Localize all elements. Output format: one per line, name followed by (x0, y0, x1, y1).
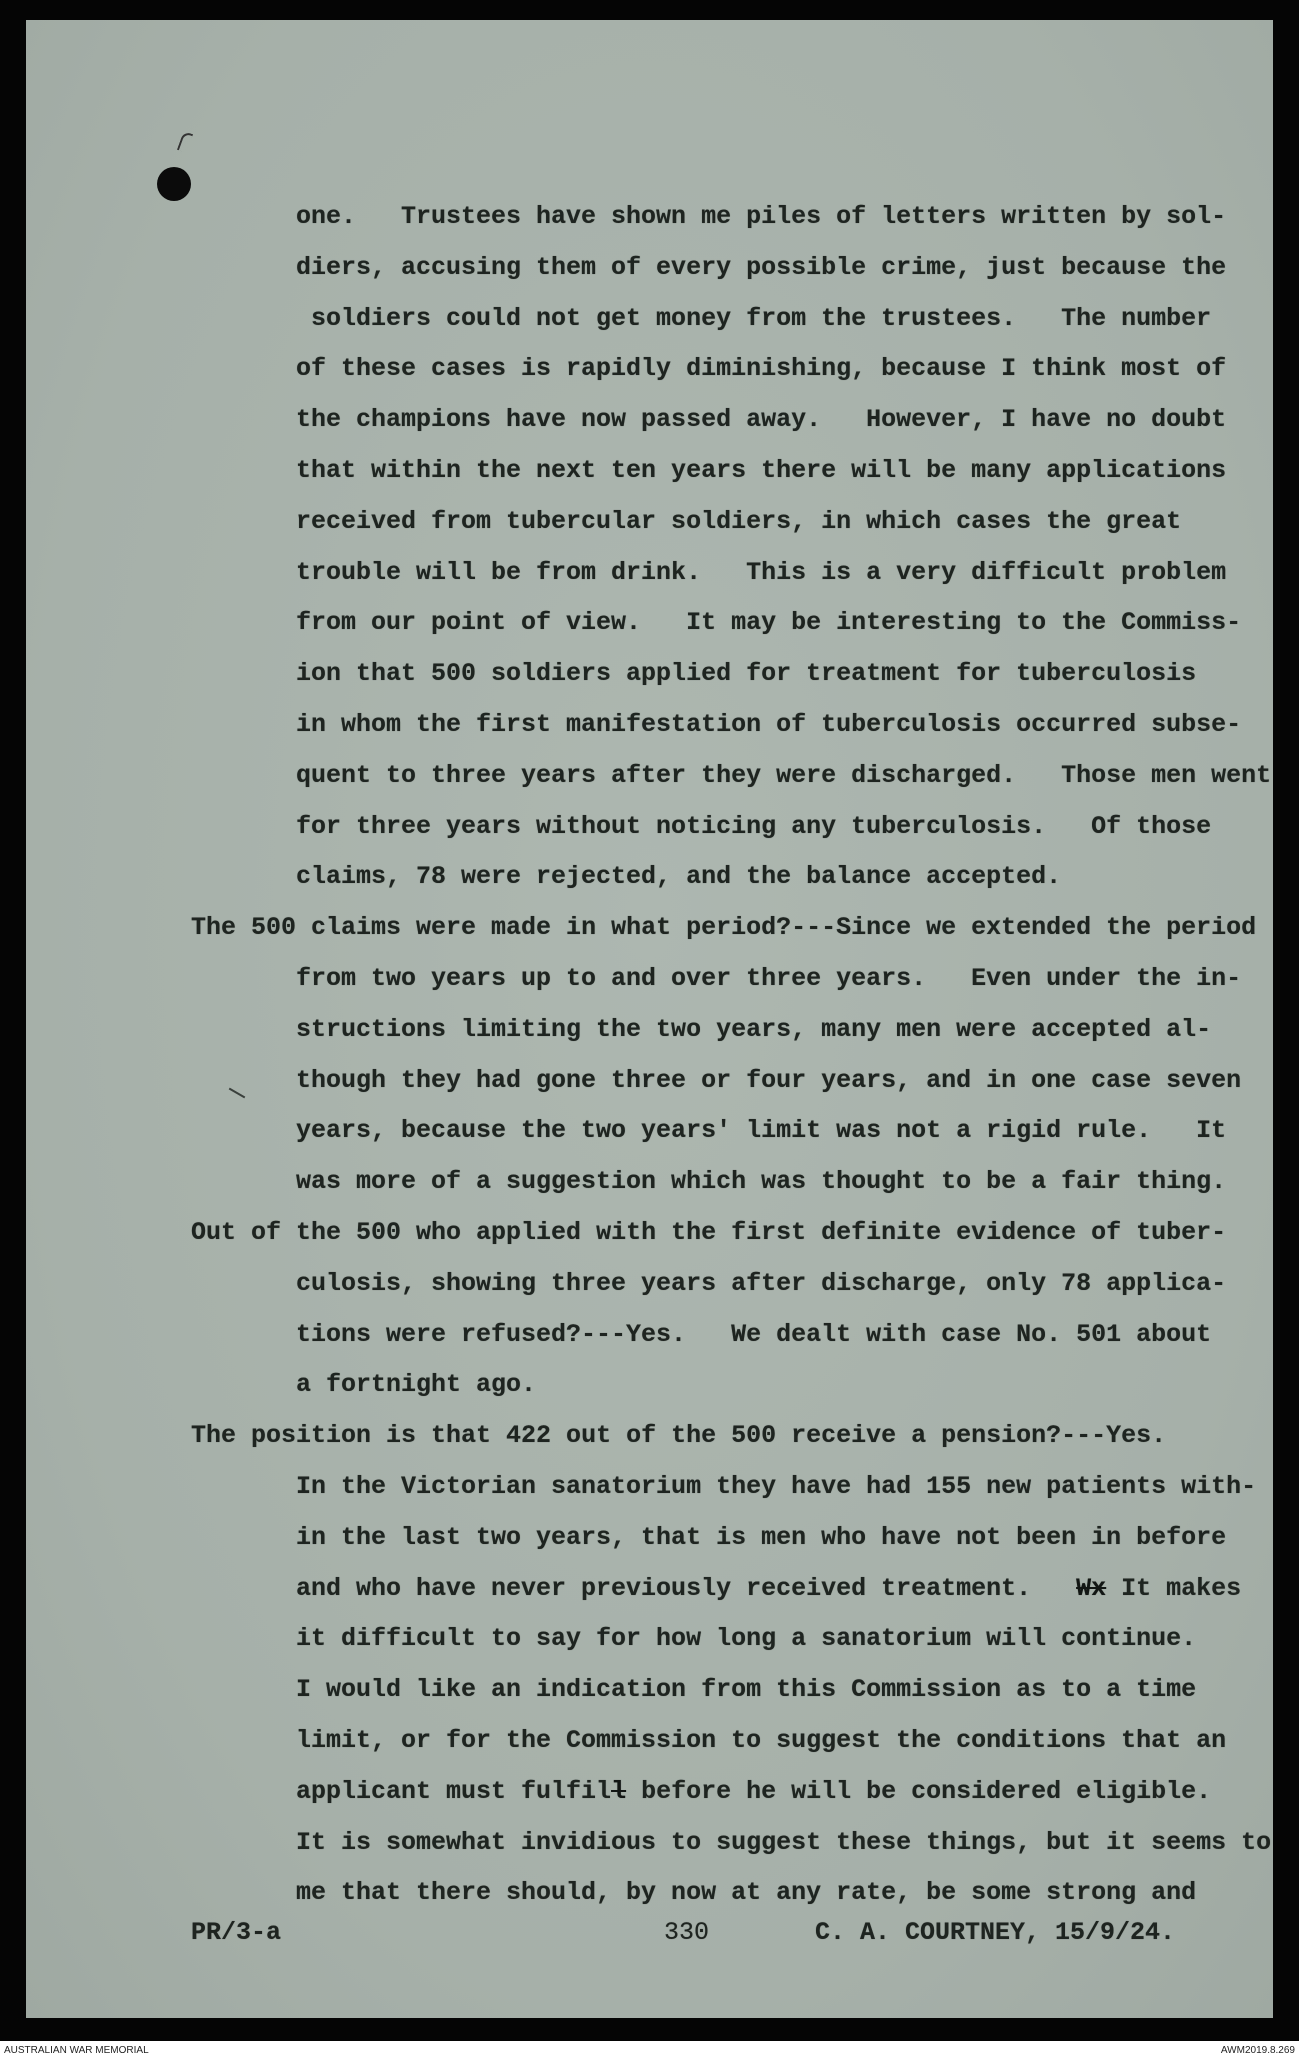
page-number: 330 (664, 1918, 710, 1947)
institution-label: AUSTRALIAN WAR MEMORIAL (4, 2045, 149, 2056)
line-text: It is somewhat invidious to suggest these things, but it seems to (296, 1827, 1272, 1857)
text-line (0, 700, 1299, 751)
text-line (0, 1716, 1299, 1767)
page-footer (0, 1913, 1299, 1953)
line-text: years, because the two years' limit was not a rigid rule. It (296, 1116, 1227, 1146)
text-line (0, 1056, 1299, 1107)
line-text: claims, 78 were rejected, and the balance accepted. (296, 862, 1062, 892)
line-text: quent to three years after they were discharged. Those men went (296, 760, 1272, 790)
document-reference: PR/3-a (191, 1918, 282, 1947)
line-text: applicant must fulfil (296, 1776, 612, 1806)
line-text: the champions have now passed away. However, I have no doubt (296, 405, 1227, 435)
line-text: was more of a suggestion which was thought to be a fair thing. (296, 1167, 1227, 1197)
text-line (0, 1513, 1299, 1564)
line-text-continuation: It makes (1106, 1573, 1242, 1603)
line-text: structions limiting the two years, many men were accepted al- (296, 1014, 1212, 1044)
typed-transcript (0, 192, 1299, 1919)
text-line (0, 598, 1299, 649)
line-text: diers, accusing them of every possible crime, just because the (296, 252, 1227, 282)
line-text: and who have never previously received treatment. (296, 1573, 1077, 1603)
line-text: Out of the 500 who applied with the first definite evidence of tuber- (191, 1217, 1227, 1247)
text-line (0, 1564, 1299, 1615)
text-line (0, 243, 1299, 294)
text-line (0, 395, 1299, 446)
text-line (0, 344, 1299, 395)
line-text: it difficult to say for how long a sanatorium will continue. (296, 1624, 1197, 1654)
text-line (0, 1614, 1299, 1665)
line-text: In the Victorian sanatorium they have had 155 new patients with- (296, 1471, 1257, 1501)
line-text: in whom the first manifestation of tuberculosis occurred subse- (296, 709, 1242, 739)
line-text: from two years up to and over three years. Even under the in- (296, 963, 1242, 993)
question-line (0, 903, 1299, 954)
text-line (0, 497, 1299, 548)
line-text: limit, or for the Commission to suggest the conditions that an (296, 1725, 1227, 1755)
text-line (0, 1665, 1299, 1716)
line-text: of these cases is rapidly diminishing, because I think most of (296, 354, 1227, 384)
line-text: I would like an indication from this Commission as to a time (296, 1675, 1197, 1705)
line-text: tions were refused?---Yes. We dealt with case No. 501 about (296, 1319, 1212, 1349)
line-text-continuation: before he will be considered eligible. (626, 1776, 1212, 1806)
text-line (0, 1868, 1299, 1919)
line-text: from our point of view. It may be interesting to the Commiss- (296, 608, 1242, 638)
text-line (0, 751, 1299, 802)
line-text: a fortnight ago. (296, 1370, 537, 1400)
line-text: in the last two years, that is men who have not been in before (296, 1522, 1227, 1552)
text-line (0, 192, 1299, 243)
question-line (0, 1411, 1299, 1462)
line-text: culosis, showing three years after discharge, only 78 applica- (296, 1268, 1227, 1298)
struck-characters: Wx (1076, 1573, 1107, 1603)
text-line (0, 1259, 1299, 1310)
archive-caption-strip (0, 2041, 1299, 2061)
text-line (0, 1360, 1299, 1411)
witness-signature-line: C. A. COURTNEY, 15/9/24. (815, 1918, 1176, 1947)
text-line (0, 294, 1299, 345)
text-line (0, 1157, 1299, 1208)
line-text: The position is that 422 out of the 500 receive a pension?---Yes. (191, 1421, 1167, 1451)
text-line (0, 1005, 1299, 1056)
text-line (0, 852, 1299, 903)
text-line (0, 649, 1299, 700)
text-line (0, 1818, 1299, 1869)
line-text: that within the next ten years there will be many applications (296, 455, 1227, 485)
line-text: ion that 500 soldiers applied for treatment for tuberculosis (296, 659, 1197, 689)
text-line (0, 1462, 1299, 1513)
text-line (0, 548, 1299, 599)
catalogue-number: AWM2019.8.269 (1220, 2045, 1295, 2056)
line-text: trouble will be from drink. This is a very difficult problem (296, 557, 1227, 587)
text-line (0, 1310, 1299, 1361)
text-line (0, 802, 1299, 853)
line-text: though they had gone three or four years, and in one case seven (296, 1065, 1242, 1095)
line-text: for three years without noticing any tuberculosis. Of those (296, 811, 1212, 841)
text-line (0, 1106, 1299, 1157)
line-text: received from tubercular soldiers, in which cases the great (296, 506, 1182, 536)
struck-characters: l (611, 1776, 627, 1806)
text-line (0, 446, 1299, 497)
line-text: The 500 claims were made in what period?---Since we extended the period (191, 913, 1257, 943)
text-line (0, 954, 1299, 1005)
line-text: soldiers could not get money from the trustees. The number (296, 303, 1212, 333)
text-line (0, 1767, 1299, 1818)
line-text: me that there should, by now at any rate, be some strong and (296, 1878, 1197, 1908)
line-text: one. Trustees have shown me piles of letters written by sol- (296, 202, 1227, 231)
question-line (0, 1208, 1299, 1259)
